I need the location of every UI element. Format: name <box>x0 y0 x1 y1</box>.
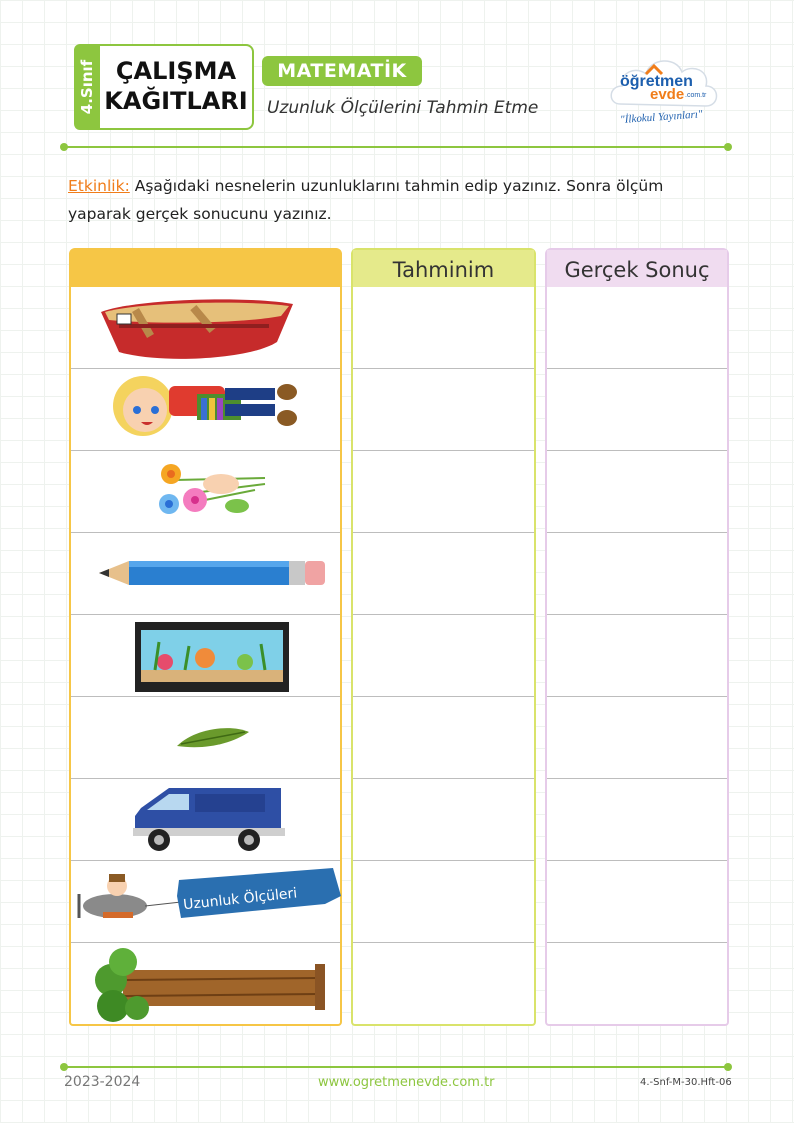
logo-tagline: "İlkokul Yayınları" <box>619 108 703 126</box>
logo-domain: .com.tr <box>685 92 707 99</box>
pencil-icon <box>99 558 327 588</box>
tree-trunk-icon <box>93 946 327 1024</box>
row-divider <box>71 532 340 533</box>
row-divider <box>71 778 340 779</box>
footer-divider <box>64 1066 728 1068</box>
row-divider <box>547 860 727 861</box>
row-divider <box>353 696 534 697</box>
footer-url[interactable]: www.ogretmenevde.com.tr <box>318 1075 495 1090</box>
row-divider <box>71 860 340 861</box>
row-divider <box>547 942 727 943</box>
row-divider <box>547 450 727 451</box>
row-divider <box>547 614 727 615</box>
activity-label: Etkinlik: <box>68 177 130 195</box>
worksheet-title <box>100 44 254 130</box>
grade-tab <box>74 44 100 130</box>
boy-with-books-icon <box>105 374 301 440</box>
row-divider <box>547 778 727 779</box>
activity-instruction <box>68 172 718 228</box>
cloud-logo-icon <box>606 46 722 126</box>
subject-badge: MATEMATİK <box>262 56 422 86</box>
row-divider <box>71 450 340 451</box>
actual-result-column <box>545 248 729 1026</box>
header-divider <box>64 146 728 148</box>
van-icon <box>131 786 287 852</box>
publisher-logo <box>606 46 722 126</box>
footer-year: 2023-2024 <box>64 1074 141 1090</box>
row-divider <box>71 942 340 943</box>
banner-text: Uzunluk Ölçüleri <box>182 885 298 914</box>
footer-code: 4.-Snf-M-30.Hft-06 <box>640 1077 732 1088</box>
row-divider <box>353 450 534 451</box>
boat-icon <box>99 294 295 366</box>
row-divider <box>353 532 534 533</box>
estimate-column-header: Tahminim <box>353 250 534 287</box>
row-divider <box>353 942 534 943</box>
activity-text: Aşağıdaki nesnelerin uzunluklarını tahmin edip yazınız. Sonra ölçüm yaparak gerçek sonucunu yazınız. <box>68 177 664 223</box>
aquarium-icon <box>135 622 289 692</box>
objects-column <box>69 248 342 1026</box>
page-subtitle: Uzunluk Ölçülerini Tahmin Etme <box>267 98 539 118</box>
row-divider <box>547 696 727 697</box>
logo-brand-top: öğretmen <box>620 73 693 90</box>
row-divider <box>353 614 534 615</box>
estimate-column <box>351 248 536 1026</box>
logo-brand-bottom: evde <box>650 86 685 103</box>
flowers-in-hand-icon <box>155 460 275 520</box>
row-divider <box>547 532 727 533</box>
row-divider <box>71 368 340 369</box>
row-divider <box>71 614 340 615</box>
row-divider <box>353 368 534 369</box>
row-divider <box>71 696 340 697</box>
row-divider <box>353 778 534 779</box>
row-divider <box>547 368 727 369</box>
grade-label: 4.Sınıf <box>78 59 96 115</box>
leaf-icon <box>175 724 251 752</box>
objects-column-header <box>71 250 340 287</box>
title-line-2: KAĞITLARI <box>104 87 248 115</box>
actual-result-column-header: Gerçek Sonuç <box>547 250 727 287</box>
title-line-1: ÇALIŞMA <box>115 57 237 85</box>
row-divider <box>353 860 534 861</box>
